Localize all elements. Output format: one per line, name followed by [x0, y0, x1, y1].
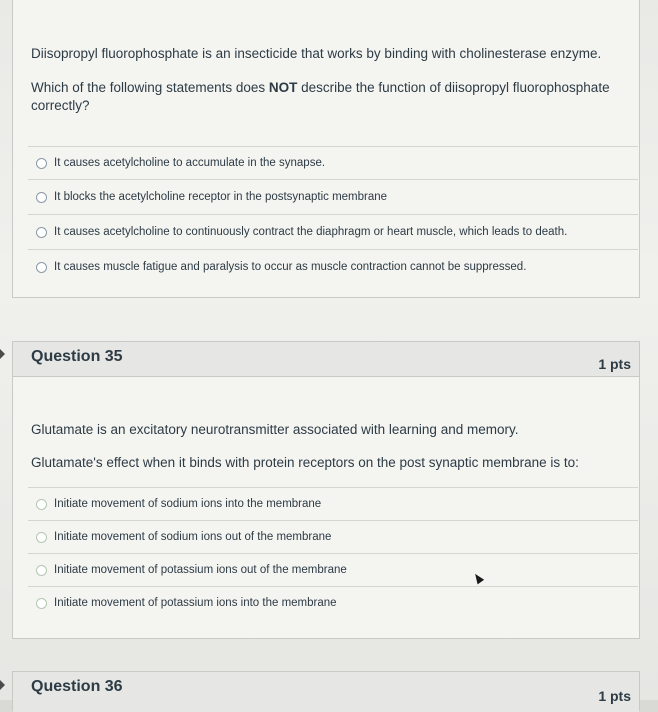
radio-button[interactable]	[36, 262, 47, 273]
question-35-stem-line1: Glutamate is an excitatory neurotransmitter associated with learning and memory.	[31, 422, 519, 437]
answer-label: It causes acetylcholine to accumulate in the synapse.	[54, 157, 326, 169]
radio-button[interactable]	[36, 598, 47, 609]
question-36-card	[12, 671, 640, 711]
radio-button[interactable]	[36, 565, 47, 576]
question-35-header	[13, 342, 639, 377]
question-36-header	[13, 672, 639, 712]
question-34-stem-line2-pre: Which of the following statements does	[31, 80, 269, 95]
question-35-marker-icon	[0, 349, 5, 359]
question-35-card	[12, 341, 640, 639]
answer-option[interactable]	[28, 179, 638, 214]
answer-option[interactable]	[28, 249, 638, 284]
question-35-points: 1 pts	[598, 356, 631, 372]
answer-option[interactable]	[28, 586, 638, 619]
radio-button[interactable]	[36, 227, 47, 238]
answer-label: Initiate movement of potassium ions out of the membrane	[54, 564, 347, 576]
answer-option[interactable]	[28, 553, 638, 586]
answer-label: It causes acetylcholine to continuously contract the diaphragm or heart muscle, which leads to death.	[54, 226, 568, 238]
question-34-answers	[28, 146, 638, 284]
answer-label: It blocks the acetylcholine receptor in the postsynaptic membrane	[54, 191, 388, 203]
answer-option[interactable]	[28, 214, 638, 249]
answer-label: Initiate movement of potassium ions into the membrane	[54, 597, 337, 609]
question-35-answers	[28, 487, 638, 619]
question-34-stem-line3: correctly?	[31, 98, 90, 113]
answer-label: It causes muscle fatigue and paralysis to occur as muscle contraction cannot be suppressed.	[54, 261, 527, 273]
answer-label: Initiate movement of sodium ions into the membrane	[54, 498, 322, 510]
question-34-stem-line2	[31, 78, 610, 97]
question-34-stem-line1: Diisopropyl fluorophosphate is an insecticide that works by binding with cholinesterase enzyme.	[31, 46, 602, 61]
question-35-stem-line2: Glutamate's effect when it binds with protein receptors on the post synaptic membrane is to:	[31, 455, 579, 470]
question-36-title: Question 36	[31, 678, 123, 695]
question-36-marker-icon	[0, 680, 5, 690]
question-35-title: Question 35	[31, 348, 123, 365]
question-34-card	[12, 0, 640, 298]
question-36-points: 1 pts	[598, 688, 631, 704]
radio-button[interactable]	[36, 532, 47, 543]
answer-option[interactable]	[28, 520, 638, 553]
radio-button[interactable]	[36, 158, 47, 169]
question-34-stem-line2-post: describe the function of diisopropyl fluorophosphate	[297, 80, 610, 95]
radio-button[interactable]	[36, 499, 47, 510]
answer-option[interactable]	[28, 487, 638, 520]
answer-option[interactable]	[28, 146, 638, 179]
radio-button[interactable]	[36, 192, 47, 203]
question-34-stem-emphasis: NOT	[268, 80, 298, 95]
answer-label: Initiate movement of sodium ions out of the membrane	[54, 531, 332, 543]
